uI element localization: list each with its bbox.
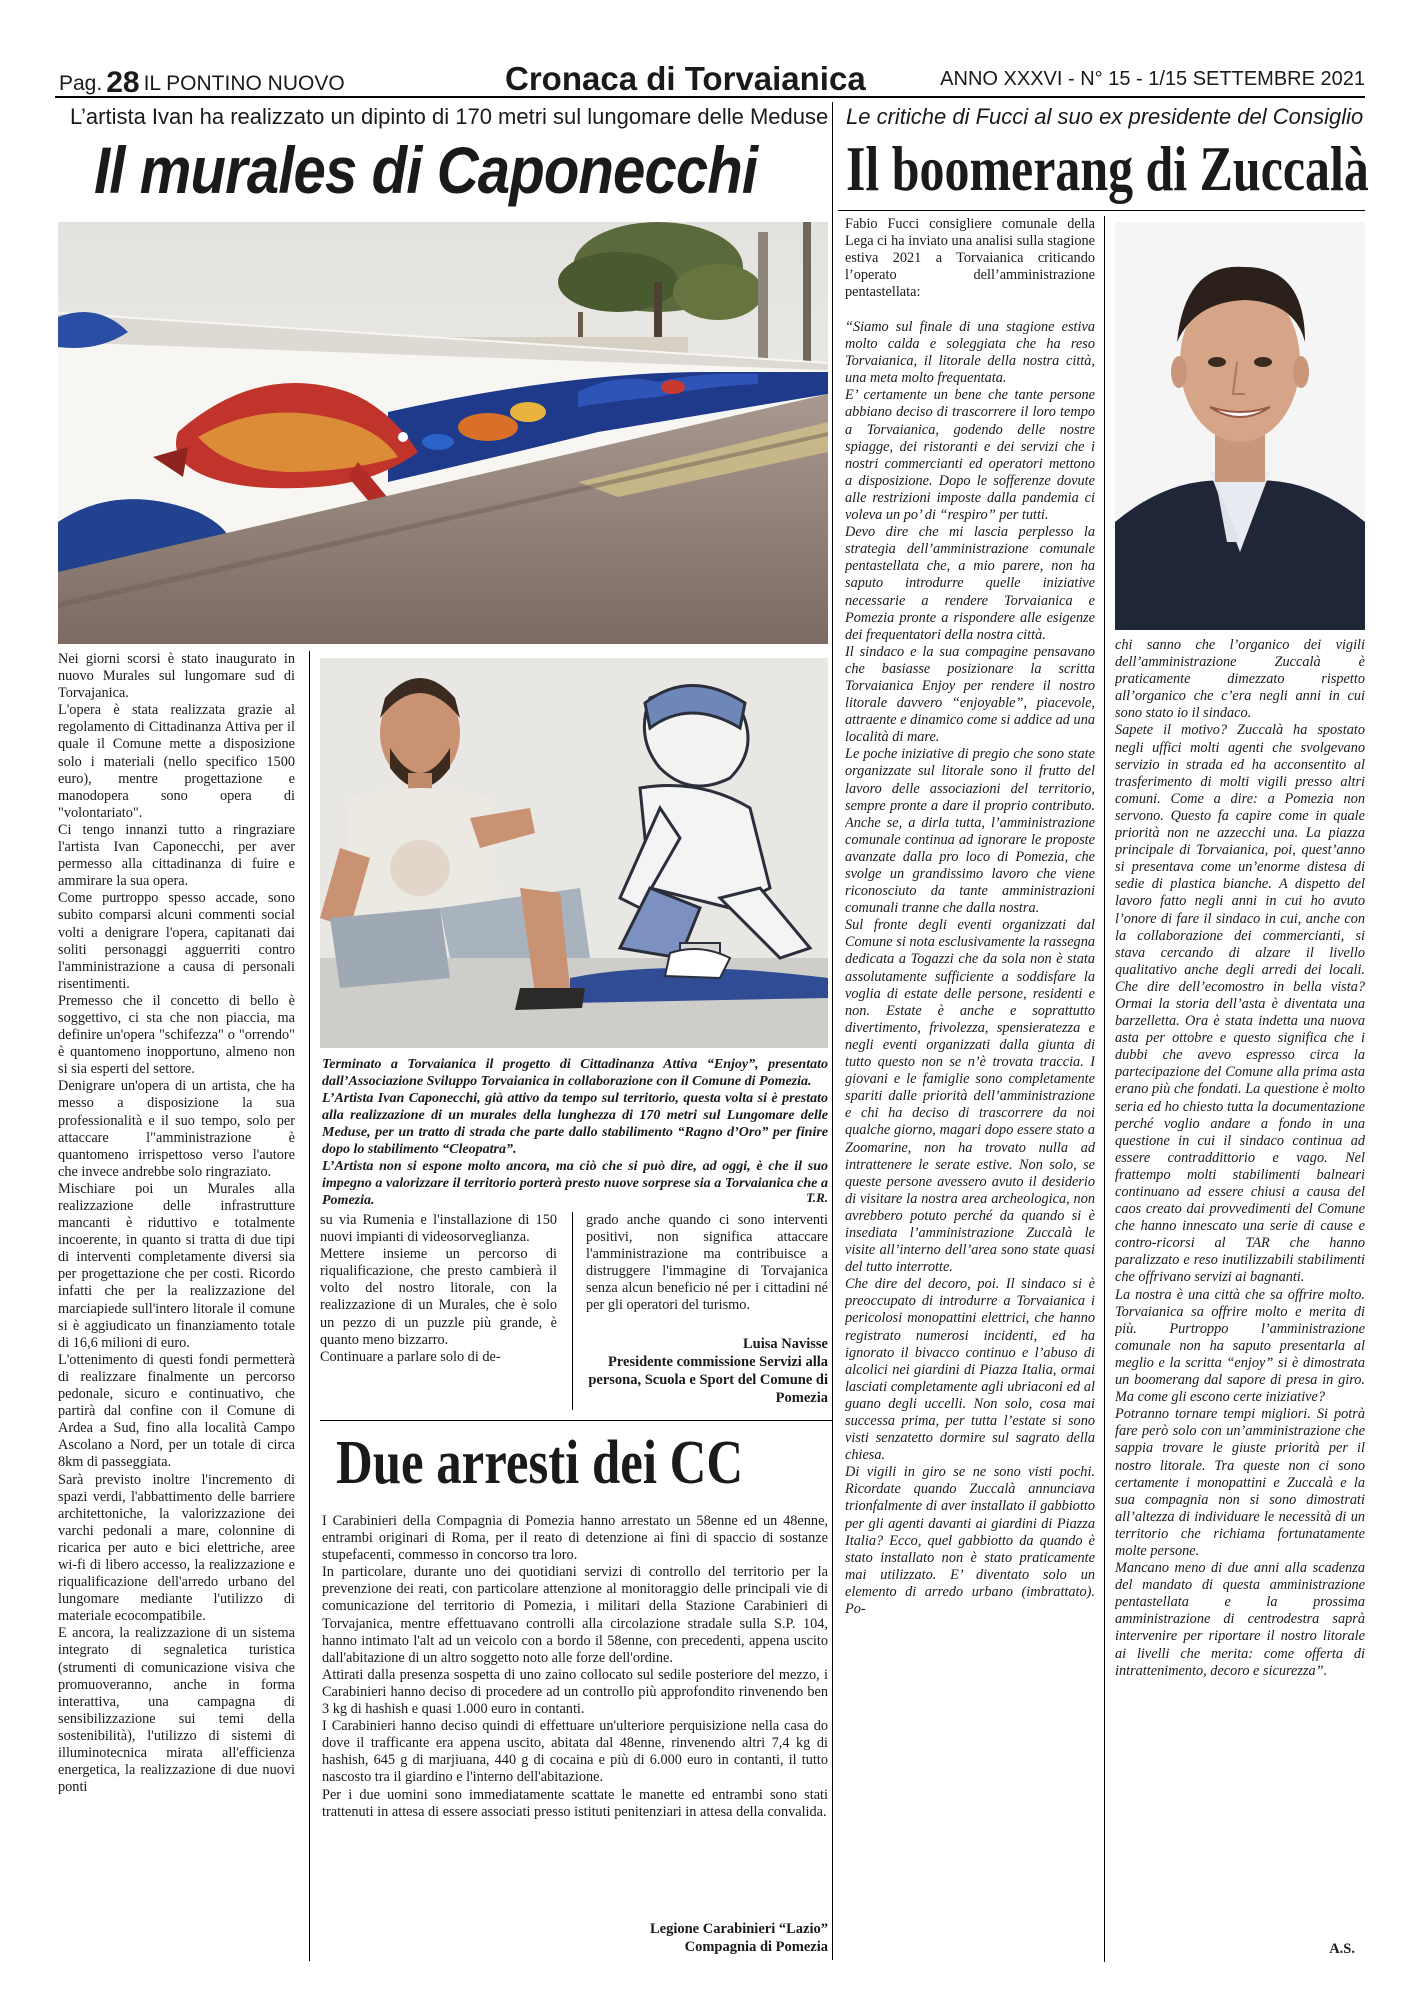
column-divider [1104,216,1105,1962]
right-headline: Il boomerang di Zuccalà [846,133,1369,204]
caption-signature: T.R. [806,1190,828,1205]
photo-caption: Terminato a Torvaianica il progetto di Cittadinanza Attiva “Enjoy”, presentato dall’Associazione Sviluppo Torvaianica in collaborazione con il Comune di Pomezia. L’Artista Ivan Caponecchi, già attivo da tempo sul territorio, questa volta si è prestato alla realizzazione di un murales della lunghezza di 170 metri sul Lungomare delle Meduse, per un tratto di strada che parte dallo stabilimento “Ragno d’Oro” per finire dopo lo stabilimento “Cleopatra”. L’Artista non si espone molto ancora, ma ciò che si può dire, ad oggi, è che il suo impegno a valorizzare il territorio porterà presto nuove sorprese sia a Torvaianica che a Pomezia. [322,1057,828,1208]
column-divider [832,102,833,1960]
paragraph: In particolare, durante uno dei quotidiani servizi di controllo del territorio per la prevenzione dei reati, con particolare attenzione al monitoraggio delle principali vie di comunicazione del territorio di Pomezia, i militari della Stazione Carabinieri di Torvajanica, mentre effettuavano controlli alla circolazione stradale sulla S.P. 104, hanno intimato l'alt ad un veicolo con a bordo il 58enne, con precedenti, appena uscito dall'abitazione di un altro soggetto noto alle forze dell'ordine. [322,1564,828,1666]
page-label: Pag. 28 IL PONTINO NUOVO [59,66,345,99]
left-kicker: L’artista Ivan ha realizzato un dipinto di 170 metri sul lungomare delle Meduse [70,104,829,129]
artist-photo [320,658,828,1048]
page-number: 28 [106,66,140,99]
artist-photo-drawing [320,658,828,1048]
arresti-headline: Due arresti dei CC [336,1429,744,1497]
signature-name: Luisa Navisse [742,1336,828,1352]
right-intro: Fabio Fucci consigliere comunale della Lega ci ha inviato una analisi sulla stagione estiva 2021 a Torvaianica criticando l’operato dell’amministrazione pentastellata: [845,216,1095,301]
mural-photo-drawing [58,222,828,644]
page-header [55,62,1365,98]
right-kicker: Le critiche di Fucci al suo ex presidente del Consiglio [846,104,1364,129]
paragraph: Come purtroppo spesso accade, sono subito comparsi alcuni commenti social volti a denigrare l'opera, capitanati dai soliti personaggi agguerriti contro l'amministrazione a causa di personali risentimenti. [58,890,295,992]
paragraph: Per i due uomini sono immediatamente scattate le manette ed entrambi sono stati trattenuti in attesa di essere associati presso istituti penitenziari in attesa della convalida. [322,1786,828,1820]
right-quote-col1: “Siamo sul finale di una stagione estiva molto calda e soleggiata che ha reso Torvaianica, il litorale della nostra città, una meta molto frequentata. E’ certamente un bene che tante persone abbiano deciso di trascorrere il loro tempo a Torvaianica, godendo delle nostre spiagge, dei ristoranti e dei servizi che i nostri commercianti ed operatori mettono a disposizione. Dopo le sofferenze dovute alle restrizioni imposte dalla pandemia ci voleva un po’ di “respiro” per tutti. Devo dire che mi lascia perplesso la strategia dell’amministrazione comunale pentastellata che, a mio parere, non ha saputo introdurre quelle iniziative necessarie a rendere Torvaianica e Pomezia pronte a rispondere alle esigenze dei frequentatori della nostra città. Il sindaco e la sua compagine pensavano che basiasse posizionare la scritta Torvaianica Enjoy per rendere il nostro litorale davvero “enjoyable”, piacevole, attraente e dinamico come si addice ad una località di mare. Le poche iniziative di pregio che sono state organizzate sul litorale sono il frutto del lavoro delle associazioni del territorio, sempre pronte a dare il proprio contributo. Anche se, a dirla tutta, l’amministrazione comunale continua ad ignorare le proposte avanzate dalla pro loco di Pomezia, che svolge un grandissimo lavoro che viene riconosciuto da tante amministrazioni comunali tranne che dalla nostra. Sul fronte degli eventi organizzati dal Comune si nota esclusivamente la rassegna dedicata a Togazzi che da sola non è stata assolutamente sufficiente a soddisfare la voglia di estate delle persone, residenti e non. Estate è anche e soprattutto divertimento, frivolezza, spensieratezza e negli eventi organizzati dalla giunta di tutto questo non se n’è trovata traccia. I giovani e le famiglie sono completamente spariti dalle priorità dell’amministrazione e chi ha deciso di trascorrere da noi qualche giorno, magari dopo essere stato a Zoomarine, non ha trovato nulla ad intrattenere le serate estive. Non solo, se queste persone avessero avuto il desiderio di visitare la nostra area archeologica, non avrebbero potuto perché da quando si è insediata l’amministrazione Zuccalà le visite all’interno dell’area sono state quasi del tutto interrotte. Che dire del decoro, poi. Il sindaco si è preoccupato di introdurre a Torvaianica i pericolosi monopattini elettrici, che hanno registrato numerosi incidenti, ed ha ignorato il bivacco continuo e l’abuso di alcolici nei giardini di Piazza Italia, ormai lasciati completamente agli ubriaconi ed al guano degli uccelli. Non solo, cosa mai successa prima, per tutta l’estate si sono visti senzatetto dormire sul sagrato della chiesa. Di vigili in giro se ne sono visti pochi. Ricordate quando Zuccalà annunciava trionfalmente di aver installato il gabbiotto per gli agenti davanti ai giardini di Piazza Italia? Ecco, quel gabbiotto da quando è stato installato non è stato praticamente mai utilizzato. E’ diventato solo un elemento di arredo urbano (imbrattato). Po- [845,319,1095,1618]
mural-photo [58,222,828,644]
arresti-signature-1: Legione Carabinieri “Lazio” [649,1921,828,1937]
paragraph: Premesso che il concetto di bello è soggettivo, ci sta che non piaccia, ma definire un'opera "schifezza" o "orrendo" è quantomeno inopportuno, almeno non si sia esperti del settore. [58,992,295,1078]
left-article-col2: su via Rumenia e l'installazione di 150 nuovi impianti di videosorveglianza. Mettere insieme un percorso di riqualificazione, che presto cambierà il volto del nostro litorale, con la realizzazione di un Murales, che è solo un pezzo di un puzzle più grande, è quanto meno bizzarro. Continuare a parlare solo di de- [320,1212,557,1365]
paragraph: Denigrare un'opera di un artista, che ha messo a disposizione la sua professionalità e il suo tempo, solo per attaccare l"amministrazione è quantomeno irrispettoso verso l'autore che invece andrebbe solo ringraziato. [58,1078,295,1180]
column-divider [309,651,310,1961]
portrait-drawing [1115,222,1365,630]
column-divider [572,1212,573,1410]
paragraph: Ci tengo innanzi tutto a ringraziare l'artista Ivan Caponecchi, per aver permesso alla cittadinanza di fuire e ammirare la sua opera. [58,821,295,890]
section-title: Cronaca di Torvaianica [505,60,866,97]
paragraph: Nei giorni scorsi è stato inaugurato in nuovo Murales sul lungomare sud di Torvajanica. [58,651,295,702]
right-signature: A.S. [1329,1941,1355,1957]
article-divider [320,1420,832,1421]
headline-rule [838,210,1365,211]
fucci-portrait [1115,222,1365,630]
left-article-col3: grado anche quando ci sono interventi positivi, non significa attaccare l'amministrazione ma contribuisce a distruggere l'immagine di Torvajanica senza alcun beneficio né per i cittadini né per gli operatori del turismo. [586,1212,828,1314]
paragraph: I Carabinieri della Compagnia di Pomezia hanno arrestato un 58enne ed un 48enne, entrambi originari di Roma, per il reato di detenzione ai fini di spaccio di sostanze stupefacenti, commesso in concorso tra loro. [322,1513,828,1564]
paragraph: Mischiare poi un Murales alla realizzazione delle infrastrutture mancanti è riduttivo e totalmente incoerente, in quanto si tratta di due tipi di interventi completamente diversi sia per progettazione che per costi. Ricordo infatti che per la realizzazione del marciapiede sull'intero litorale il comune si è aggiudicato un finanziamento totale di 16,6 milioni di euro. [58,1180,295,1351]
arresti-body [322,1513,828,1895]
paragraph: Sarà previsto inoltre l'incremento di spazi verdi, l'abbattimento delle barriere architettoniche, la valorizzazione dei varchi pedonali a mare, colonnine di ricarica per auto e bici elettriche, aree wi-fi di libero accesso, la realizzazione e riqualificazione dell'arredo urbano del lungomare mediante l'utilizzo di materiale ecocompatibile. [58,1471,295,1625]
paragraph: E ancora, la realizzazione di un sistema integrato di segnaletica turistica (strumenti di comunicazione visiva che promuoveranno, anche in forma interattiva, una campagna di sensibilizzazione sui temi della sostenibilità), l'utilizzo di sistemi di illuminotecnica mirata all'efficienza energetica, la realizzazione di due nuovi ponti [58,1625,295,1796]
issue-info: ANNO XXXVI - N° 15 - 1/15 SETTEMBRE 2021 [940,68,1365,90]
arresti-signature-2: Compagnia di Pomezia [684,1939,828,1955]
paragraph: L'ottenimento di questi fondi permetterà di realizzare finalmente un percorso pedonale, sicuro e continuativo, che partirà dal confine con il Comune di Ardea a Sud, fino alla località Campo Ascolano a Nord, per un totale di circa 8km di passeggiata. [58,1351,295,1471]
left-headline: Il murales di Caponecchi [94,133,758,207]
paragraph: L'opera è stata realizzata grazie al regolamento di Cittadinanza Attiva per il quale il Comune mette a disposizione solo i materiali (nello specifico 1500 euro), mentre progettazione e manodopera sono opera di "volontariato". [58,702,295,821]
paragraph: I Carabinieri hanno deciso quindi di effettuare un'ulteriore perquisizione nella casa do dove il trafficante era appena uscito, abitata dal 48enne, rinvenendo altri 7,4 kg di hashish, 645 g di marjiuana, 440 g di cocaina e più di 6.000 euro in contanti, il tutto nascosto tra il giardino e l'interno dell'abitazione. [322,1718,828,1786]
paper-name: IL PONTINO NUOVO [143,72,345,95]
signature-role: Presidente commissione Servizi alla persona, Scuola e Sport del Comune di Pomezia [588,1354,828,1406]
left-article-col1 [58,651,295,1957]
paragraph: Attirati dalla presenza sospetta di uno zaino collocato sul sedile posteriore del mezzo, i Carabinieri hanno deciso di procedere ad un controllo più approfondito rinvenendo ben 3 kg di hashish e quasi 1.000 euro in contanti. [322,1666,828,1718]
right-quote-col2: chi sanno che l’organico dei vigili dell’amministrazione Zuccalà è praticamente dimezzato rispetto all’organico che c’era negli anni in cui sono stato io il sindaco. Sapete il motivo? Zuccalà ha spostato negli uffici molti agenti che svolgevano servizio in strada ed ha acconsentito al trasferimento di molti vigili presso altri comuni. Come a dire: a Pomezia non servono. Questo fa capire come in quale priorità non ne azzecchi una. La piazza principale di Torvaianica, poi, quest’anno si presentava come un’enorme distesa di sedie di plastica bianche. A dispetto del lavoro fatto negli anni in cui ho avuto l’onore di fare il sindaco in cui, anche con la collaborazione dei commercianti, si stava cercando di alzare il livello qualitativo anche degli arredi dei locali. Che dire dell’ecomostro in bella vista? Ormai la storia dell’asta è diventata una barzelletta. Ora è stata indetta una nuova asta per ottobre e questo significa che i dubbi che avevo espresso circa la partecipazione del Comune alla prima asta erano più che fondati. La questione è molto seria ed ho chiesto tutta la documentazione perché voglio andare a fondo in una questione in cui il sindaco continua ad essere contraddittorio e vago. Nel frattempo molti stabilimenti balneari continuano ad essere chiusi a causa del caos creato dai provvedimenti del Comune che hanno innescato una serie di cause e contro-ricorsi al TAR che hanno paralizzato e reso inutilizzabili stabilimenti che offrivano servizi ai bagnanti. La nostra è una città che sa offrire molto. Torvaianica sa offrire molto e merita di più. Purtroppo l’amministrazione comunale non ha saputo presentarla al meglio e la scritta “enjoy” si è dimostrata un boomerang dal sapore di presa in giro. Ma come gli escono certe iniziative? Potranno tornare tempi migliori. Si potrà fare però solo con un’amministrazione che sappia trovare le giuste priorità per il nostro litorale. Tra queste non ci sono certamente i monopattini e Zuccalà e la sua compagnia non si sono dimostrati all’altezza di individuare le necessità di un territorio che richiama fortunatamente molte persone. Mancano meno di due anni alla scadenza del mandato di questa amministrazione pentastellata e la prossima amministrazione di centrodestra saprà intervenire per riportare il nostro litorale ai livelli che merita: come offerta di intrattenimento, decoro e sicurezza”. [1115,637,1365,1679]
